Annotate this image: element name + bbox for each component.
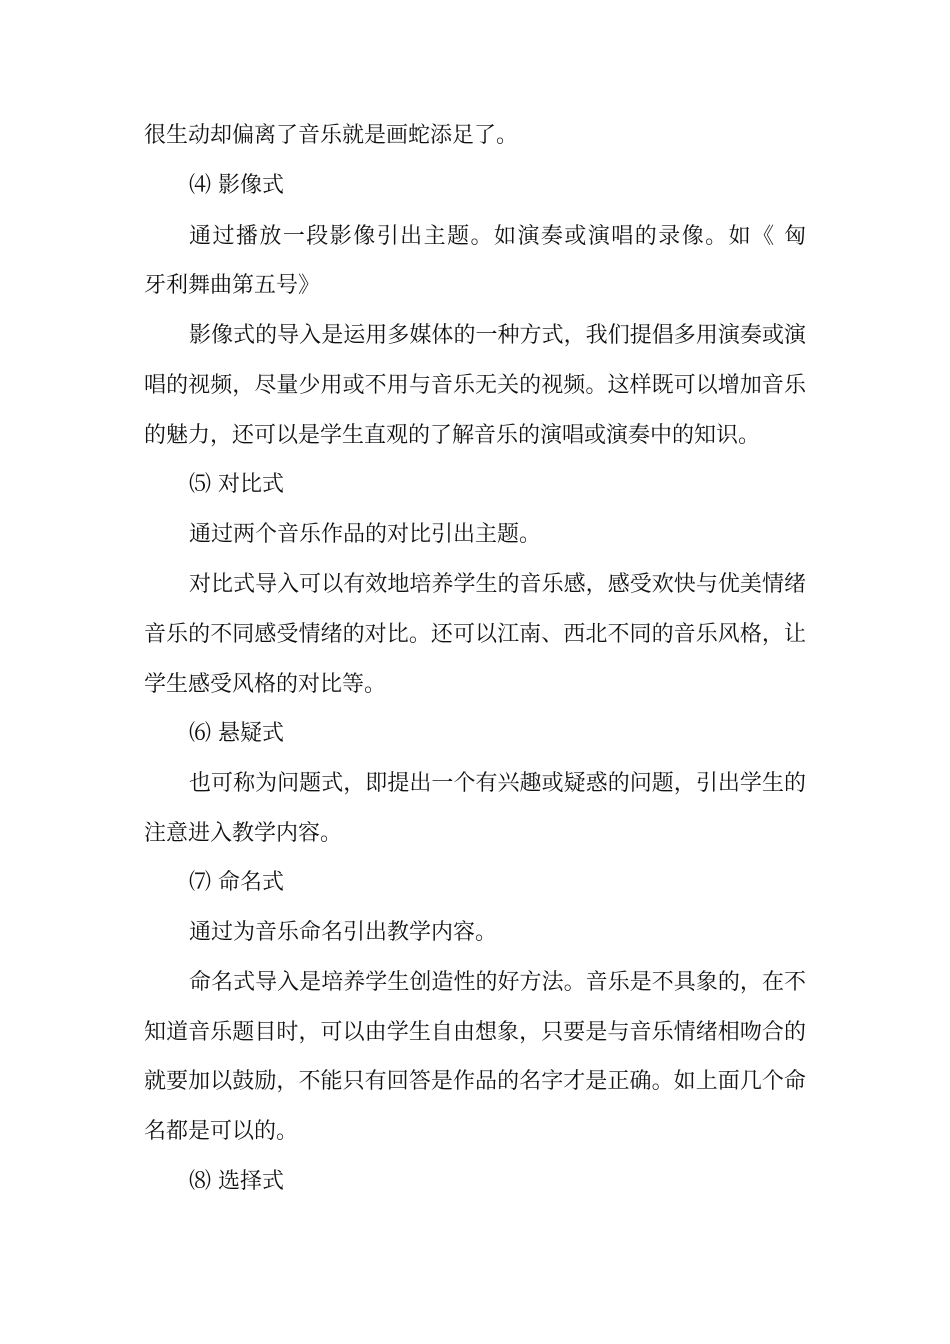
paragraph-line-text: 影像式的导入是运用多媒体的一种方式，我们提倡多用演奏或演 xyxy=(189,323,806,348)
paragraph-line xyxy=(0,371,950,401)
paragraph-line xyxy=(0,620,950,650)
paragraph-line-text: 也可称为问题式，即提出一个有兴趣或疑惑的问题，引出学生的 xyxy=(189,771,806,796)
paragraph-line: 通过两个音乐作品的对比引出主题。 xyxy=(189,522,542,547)
paragraph-line-text: 就要加以鼓励，不能只有回答是作品的名字才是正确。如上面几个命 xyxy=(144,1069,806,1094)
paragraph-line xyxy=(0,222,950,252)
paragraph-line-text: 命名式导入是培养学生创造性的好方法。音乐是不具象的，在不 xyxy=(189,970,806,995)
paragraph-line xyxy=(0,1018,950,1048)
paragraph-line: 注意进入教学内容。 xyxy=(144,821,343,846)
paragraph-line-text: 唱的视频，尽量少用或不用与音乐无关的视频。这样既可以增加音乐 xyxy=(144,373,806,398)
paragraph-line xyxy=(0,968,950,998)
paragraph-line-text: 音乐的不同感受情绪的对比。还可以江南、西北不同的音乐风格，让 xyxy=(144,622,806,647)
paragraph-line: 很生动却偏离了音乐就是画蛇添足了。 xyxy=(144,123,519,148)
paragraph-line: 名都是可以的。 xyxy=(144,1119,299,1144)
paragraph-line: 牙利舞曲第五号》 xyxy=(144,273,321,298)
section-heading: ⑹ 悬疑式 xyxy=(189,721,284,746)
section-heading: ⑸ 对比式 xyxy=(189,472,284,497)
section-heading: ⑷ 影像式 xyxy=(189,173,284,198)
paragraph-line xyxy=(0,1067,950,1097)
paragraph-line: 学生感受风格的对比等。 xyxy=(144,672,387,697)
paragraph-line-text: 通过播放一段影像引出主题。如演奏或演唱的录像。如《 匈 xyxy=(189,224,806,249)
paragraph-line xyxy=(0,769,950,799)
paragraph-line: 的魅力，还可以是学生直观的了解音乐的演唱或演奏中的知识。 xyxy=(144,423,761,448)
paragraph-line: 通过为音乐命名引出教学内容。 xyxy=(189,920,498,945)
section-heading: ⑺ 命名式 xyxy=(189,870,284,895)
paragraph-line xyxy=(0,570,950,600)
paragraph-line-text: 对比式导入可以有效地培养学生的音乐感，感受欢快与优美情绪 xyxy=(189,572,806,597)
paragraph-line-text: 知道音乐题目时，可以由学生自由想象，只要是与音乐情绪相吻合的 xyxy=(144,1020,806,1045)
paragraph-line xyxy=(0,321,950,351)
section-heading: ⑻ 选择式 xyxy=(189,1169,284,1194)
